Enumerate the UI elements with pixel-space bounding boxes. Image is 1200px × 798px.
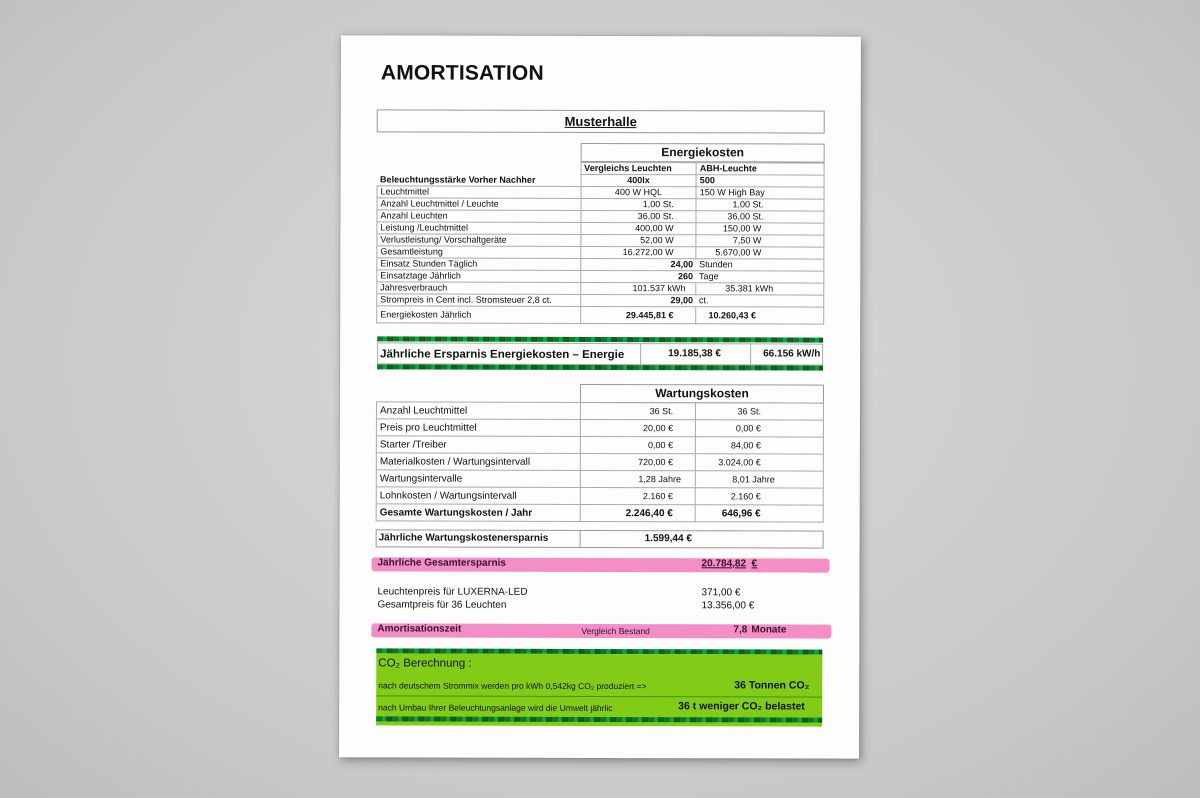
luminaire-price-label: Leuchtenpreis für LUXERNA-LED [377, 586, 528, 598]
row-value-1: 720,00 € [580, 453, 696, 470]
row-value-2: 5.670,00 W [696, 247, 824, 259]
hours-label: Einsatz Stunden Täglich [377, 258, 581, 271]
amortisation-value: 7,8 [733, 624, 748, 636]
luminaire-total-label: Gesamtpreis für 36 Leuchten [377, 599, 507, 611]
row-label: Gesamte Wartungskosten / Jahr [376, 504, 580, 522]
total-value: 20.784,82 [701, 558, 747, 570]
row-value-1: 52,00 W [580, 234, 696, 246]
row-value-1: 2.246,40 € [580, 504, 696, 521]
days-row [377, 270, 824, 283]
row-label: Anzahl Leuchten [377, 210, 581, 223]
energy-col2-header: ABH-Leuchte [696, 163, 824, 175]
row-value-1: 400,00 W [581, 222, 697, 234]
row-value-1: 0,00 € [580, 436, 696, 453]
days-unit: Tage [696, 271, 824, 283]
table-row [376, 453, 823, 471]
row-value-2: 84,00 € [696, 437, 824, 454]
row-value-2: 500 [696, 175, 824, 187]
luminaire-price-value: 371,00 € [701, 587, 741, 599]
row-label: Leistung /Leuchtmittel [377, 222, 581, 235]
consumption-value-2: 35.381 kWh [696, 283, 824, 295]
row-label: Verlustleistung/ Vorschaltgeräte [377, 234, 581, 247]
row-value-1: 1,28 Jahre [580, 470, 696, 487]
row-value-2: 2.160 € [695, 488, 823, 505]
price-unit: ct. [696, 295, 824, 307]
maintenance-header-box [580, 384, 824, 404]
row-value-1: 1,00 St. [581, 198, 697, 210]
green-divider-bottom [377, 364, 823, 370]
table-row [376, 436, 823, 454]
row-label: Gesamtleistung [377, 246, 581, 259]
document-page [339, 35, 861, 758]
maintenance-header: Wartungskosten [655, 386, 749, 401]
price-label: Strompreis in Cent incl. Stromsteuer 2,8 ct. [377, 294, 581, 307]
table-row [376, 504, 823, 522]
hours-value: 24,00 [580, 258, 696, 270]
row-value-1: 36 St. [580, 402, 696, 419]
row-value-1: 36,00 St. [581, 210, 697, 222]
consumption-label: Jahresverbrauch [377, 282, 581, 295]
energy-savings-box [377, 342, 823, 365]
row-value-2: 8,01 Jahre [695, 471, 823, 488]
table-row [376, 419, 823, 437]
table-row [377, 210, 824, 223]
row-label: Anzahl Leuchtmittel / Leuchte [377, 198, 581, 211]
hours-row [377, 258, 824, 271]
row-label: Preis pro Leuchtmittel [376, 419, 580, 437]
table-row [376, 470, 823, 488]
energy-col1-header: Vergleichs Leuchten [581, 162, 697, 174]
row-value-2: 0,00 € [696, 420, 824, 437]
row-value-1: 400 W HQL [581, 186, 697, 198]
co2-line2: nach Umbau Ihrer Beleuchtungsanlage wird die Umwelt jährlic [378, 702, 613, 714]
total-unit: € [751, 558, 758, 570]
cost-value-2: 10.260,43 € [696, 307, 824, 324]
row-label: Leuchtmittel [377, 186, 581, 199]
energy-header: Energiekosten [661, 145, 745, 160]
energy-savings-label: Jährliche Ersparnis Energiekosten – Energie [380, 348, 625, 362]
table-row [376, 487, 823, 505]
energy-table [376, 161, 824, 324]
energy-savings-euro: 19.185,38 € [668, 348, 721, 360]
hours-unit: Stunden [696, 259, 824, 271]
total-label: Jährliche Gesamtersparnis [377, 557, 506, 569]
consumption-row [377, 282, 824, 295]
table-row [376, 402, 823, 420]
maintenance-savings-box [376, 529, 824, 548]
row-label: Beleuchtungsstärke Vorher Nachher [380, 174, 536, 185]
co2-line1-value: 36 Tonnen CO₂ [734, 679, 810, 692]
row-value-2: 150 W High Bay [696, 187, 824, 199]
row-value-1: 2.160 € [580, 487, 696, 504]
cost-value-1: 29.445,81 € [580, 306, 696, 323]
maintenance-table [376, 401, 824, 522]
price-value: 29,00 [580, 294, 696, 306]
amortisation-unit: Monate [751, 624, 787, 636]
row-value-2: 150,00 W [696, 223, 824, 235]
row-value-2: 7,50 W [696, 235, 824, 247]
co2-title: CO₂ Berechnung : [378, 657, 472, 670]
row-value-1: 16.272,00 W [580, 246, 696, 258]
row-label: Wartungsintervalle [376, 470, 580, 488]
table-row [377, 222, 824, 235]
table-row [377, 234, 824, 247]
maintenance-savings-label: Jährliche Wartungskostenersparnis [378, 532, 549, 544]
amortisation-label: Amortisationszeit [377, 623, 462, 635]
row-value-2: 36,00 St. [696, 211, 824, 223]
document-title: AMORTISATION [380, 61, 544, 85]
price-row [377, 294, 824, 307]
section-title: Musterhalle [564, 113, 637, 130]
energy-header-box [581, 143, 825, 163]
row-label: Lohnkosten / Wartungsintervall [376, 487, 580, 505]
row-label: Starter /Treiber [376, 436, 580, 454]
row-label: Anzahl Leuchtmittel [376, 402, 580, 420]
co2-line2-value: 36 t weniger CO₂ belastet [678, 700, 805, 713]
days-value: 260 [580, 270, 696, 282]
row-label: Materialkosten / Wartungsintervall [376, 453, 580, 471]
luminaire-total-value: 13.356,00 € [701, 600, 755, 612]
row-value-1: 400lx [581, 174, 697, 186]
days-label: Einsatztage Jährlich [377, 270, 581, 283]
cost-label: Energiekosten Jährlich [377, 306, 581, 324]
row-value-2: 3.024,00 € [695, 454, 823, 471]
row-value-2: 1,00 St. [696, 199, 824, 211]
row-value-1: 20,00 € [580, 419, 696, 436]
amortisation-note: Vergleich Bestand [581, 625, 650, 637]
row-value-2: 646,96 € [695, 505, 823, 522]
consumption-value-1: 101.537 kWh [580, 282, 696, 294]
row-value-2: 36 St. [696, 403, 824, 420]
maintenance-savings-value: 1.599,44 € [644, 533, 692, 545]
energy-savings-kwh: 66.156 kW/h [763, 348, 821, 360]
table-row [377, 198, 824, 211]
co2-line1: nach deutschem Strommix werden pro kWh 0,542kg CO₂ produziert => [378, 680, 647, 692]
section-header-box [377, 109, 825, 133]
cost-row [377, 306, 824, 324]
table-row [377, 174, 824, 187]
